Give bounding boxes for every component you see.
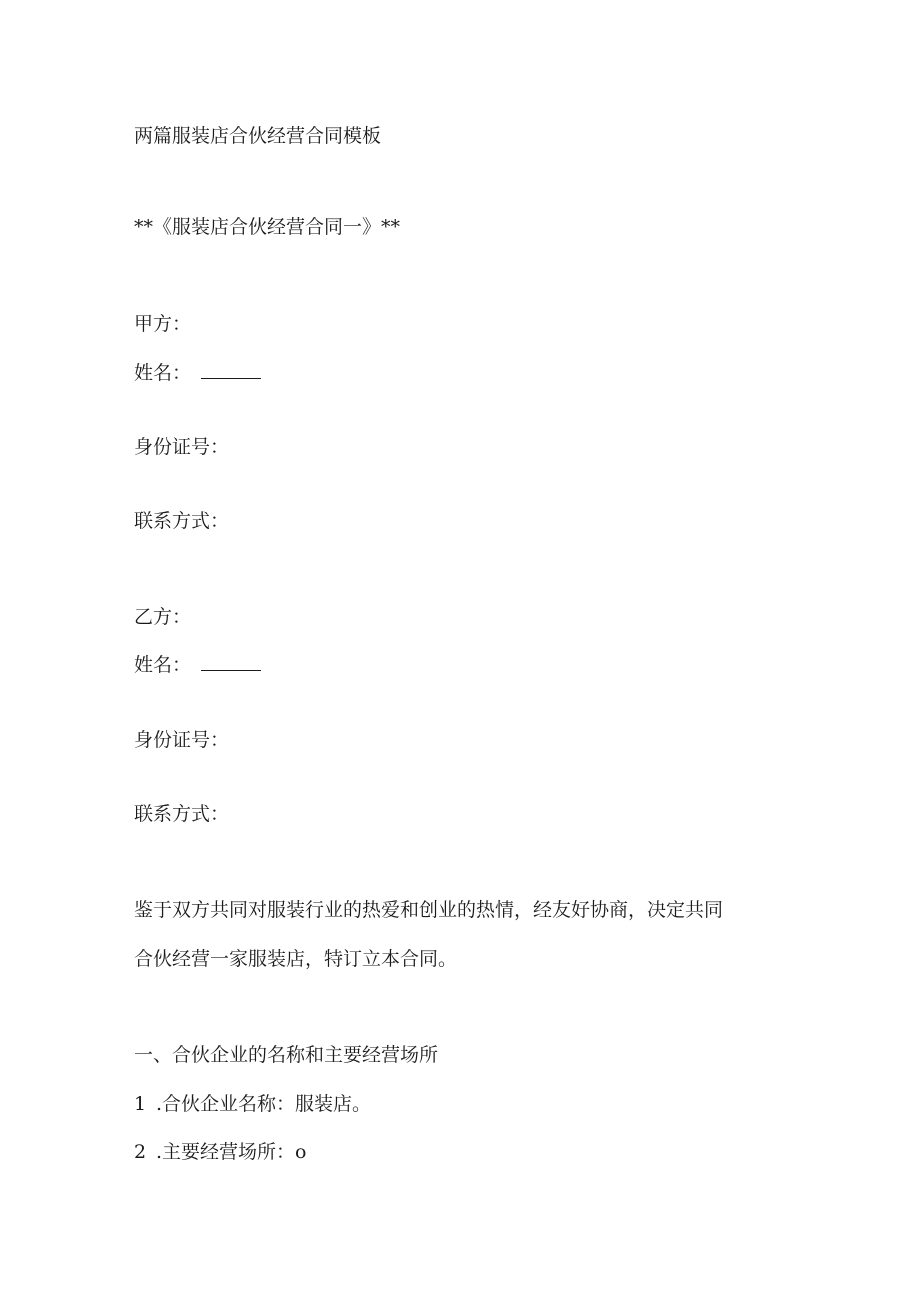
preamble-line-1: 鉴于双方共同对服装行业的热爱和创业的热情，经友好协商，决定共同 (134, 899, 724, 921)
party-a-label: 甲方： (134, 313, 192, 335)
item-text: .主要经营场所：o (156, 1141, 307, 1163)
party-a-name-blank (201, 377, 261, 379)
document-title: 两篇服装店合伙经营合同模板 (134, 125, 382, 147)
party-a-name-row (134, 364, 261, 383)
preamble-line-2: 合伙经营一家服装店，特订立本合同。 (134, 948, 458, 970)
party-b-name-blank (201, 669, 261, 671)
party-b-id-label: 身份证号： (134, 729, 230, 751)
party-b-name-row (134, 656, 261, 675)
party-b-label: 乙方： (134, 606, 192, 628)
item-number: 1 (134, 1093, 147, 1115)
item-number: 2 (134, 1141, 147, 1163)
contract-heading: **《服装店合伙经营合同一》** (134, 216, 401, 238)
party-b-contact-label: 联系方式： (134, 803, 230, 825)
party-b-name-label: 姓名： (134, 654, 192, 676)
section-1-item-2 (134, 1143, 306, 1162)
section-1-item-1 (134, 1095, 371, 1114)
party-a-contact-label: 联系方式： (134, 510, 230, 532)
section-1-heading: 一、合伙企业的名称和主要经营场所 (134, 1044, 439, 1066)
party-a-id-label: 身份证号： (134, 436, 230, 458)
item-text: .合伙企业名称：服装店。 (156, 1093, 372, 1115)
party-a-name-label: 姓名： (134, 362, 192, 384)
